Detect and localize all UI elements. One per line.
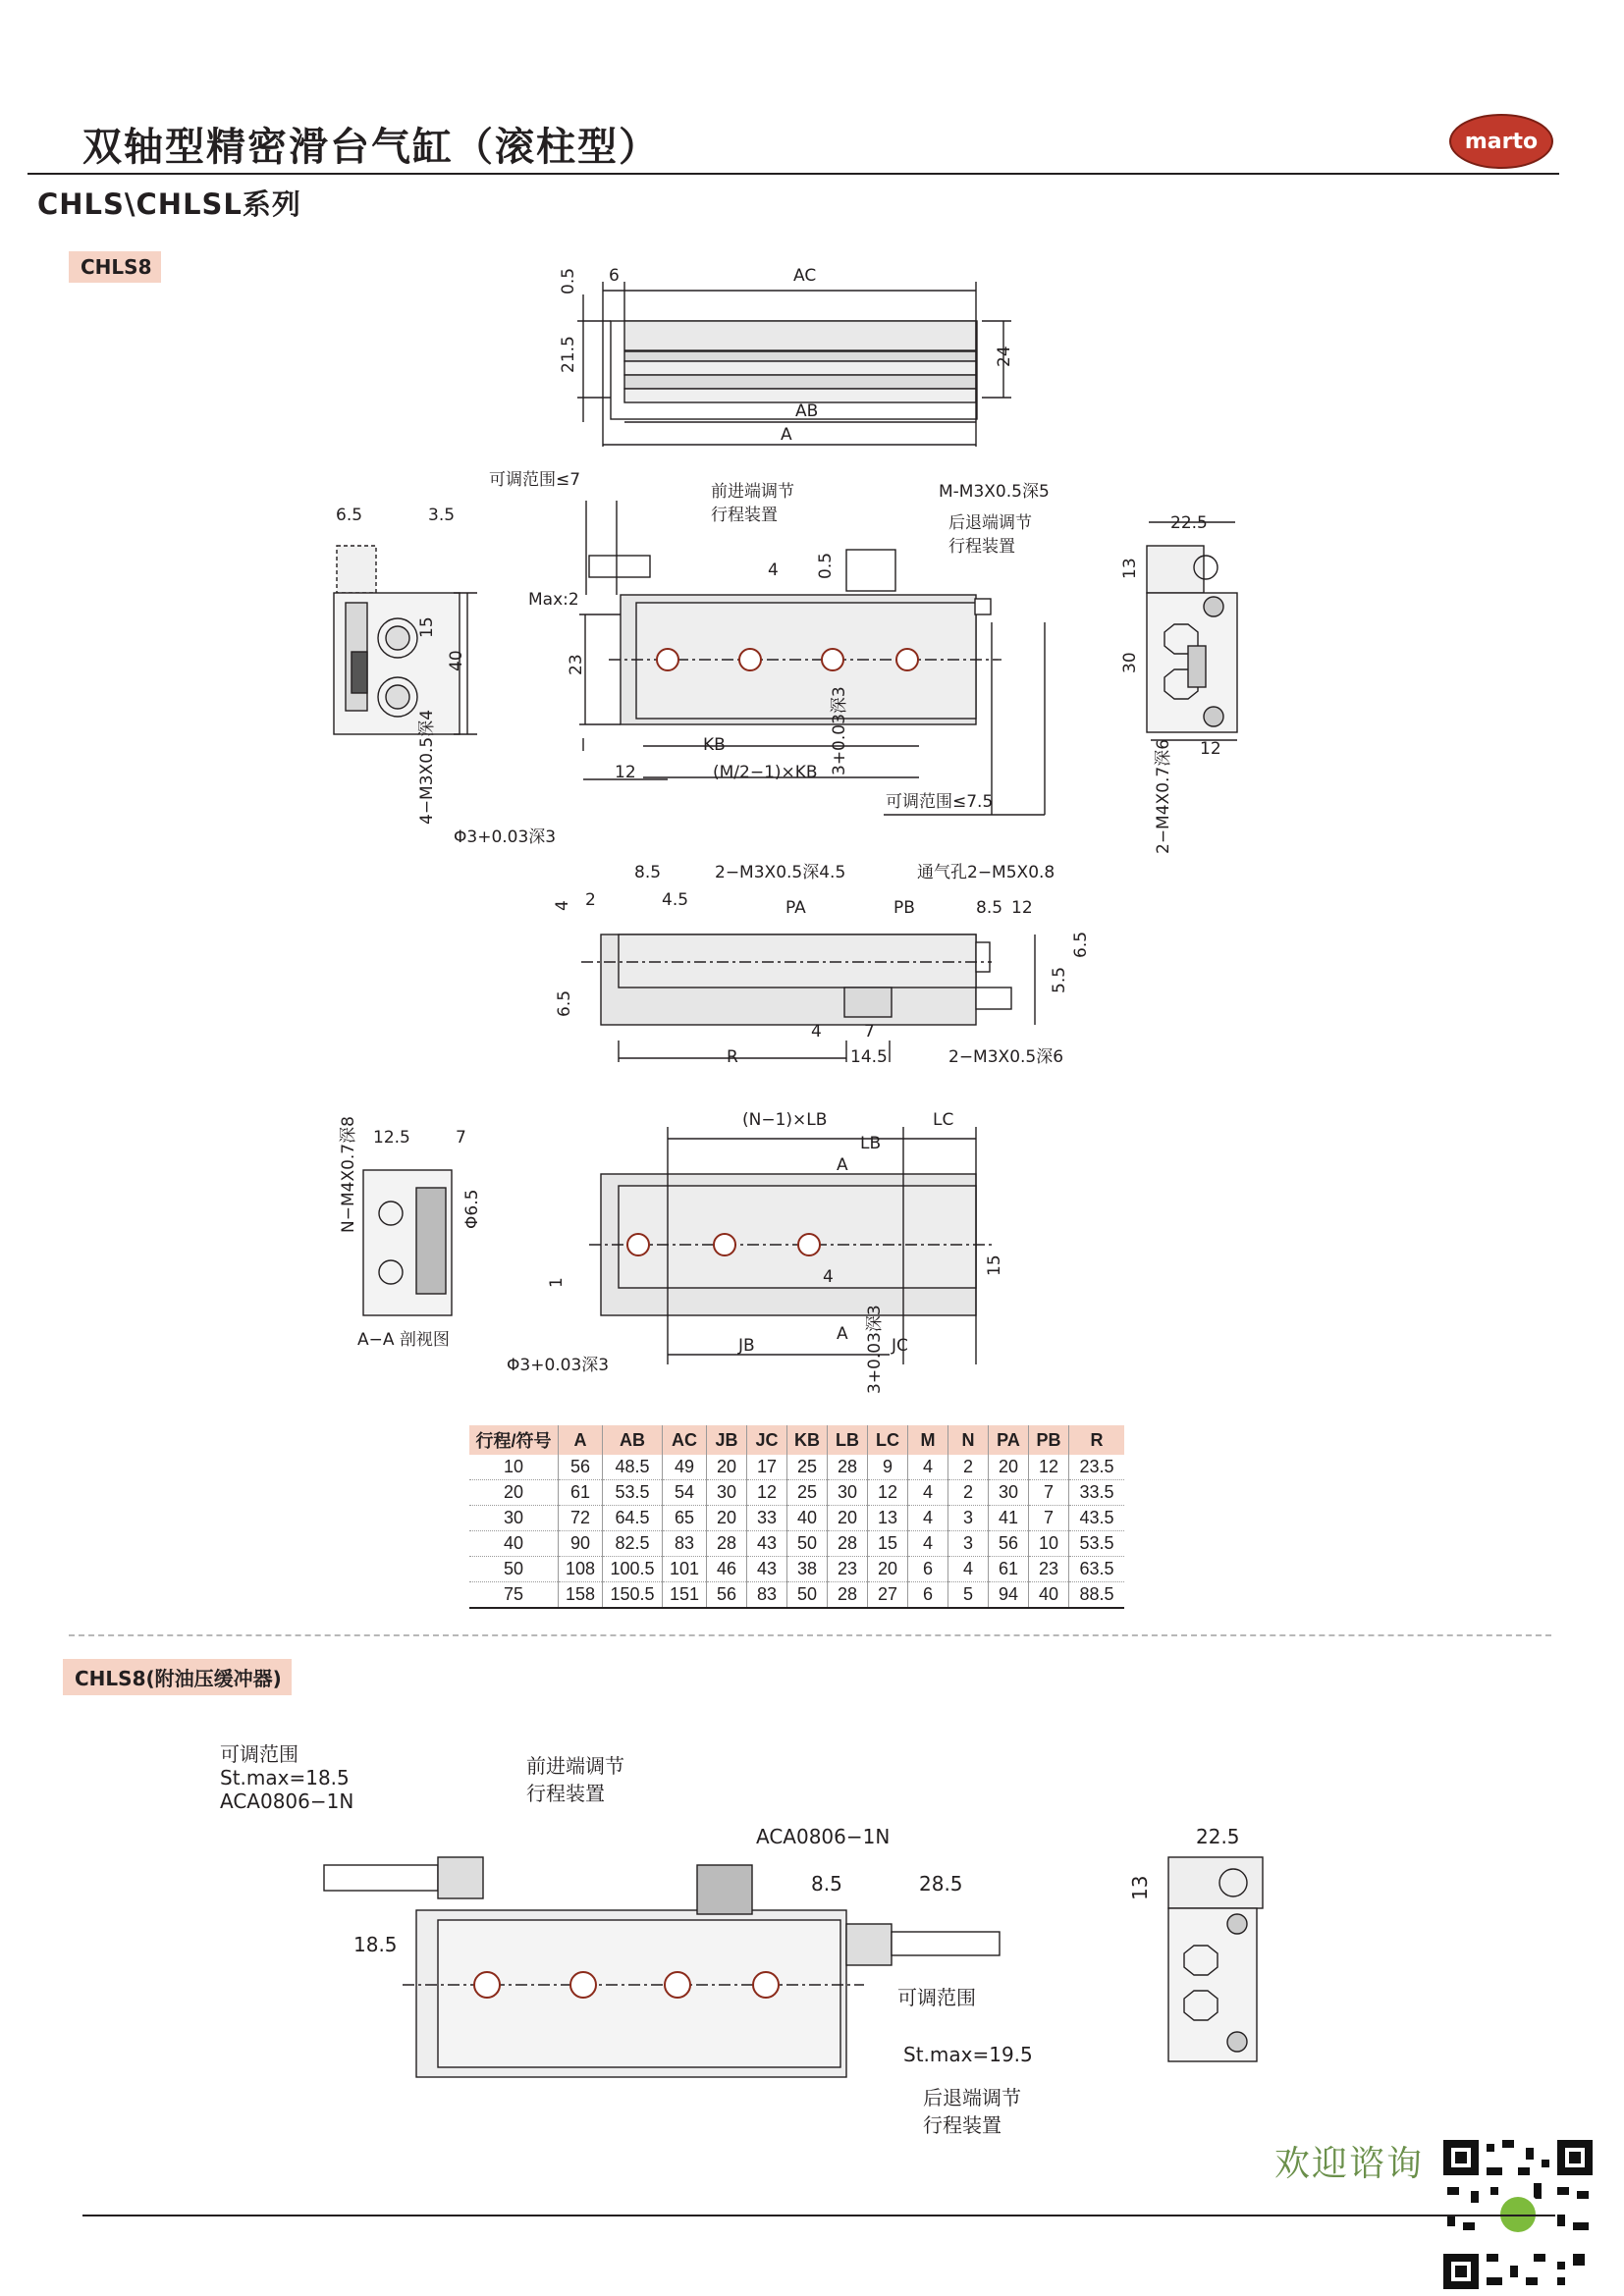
table-cell: 40: [1029, 1582, 1069, 1609]
series-subtitle: CHLS\CHLSL系列: [37, 187, 301, 221]
table-cell: 30: [469, 1506, 559, 1531]
table-cell: 25: [787, 1455, 828, 1480]
table-cell: 43: [747, 1557, 787, 1582]
table-cell: 90: [559, 1531, 603, 1557]
table-cell: 20: [989, 1455, 1029, 1480]
table-cell: 2: [948, 1455, 989, 1480]
table-cell: 6: [908, 1582, 948, 1609]
svg-text:12: 12: [1200, 739, 1221, 759]
table-cell: 53.5: [603, 1480, 663, 1506]
svg-text:3+0.03深3: 3+0.03深3: [830, 686, 849, 775]
table-cell: 108: [559, 1557, 603, 1582]
svg-text:PA: PA: [785, 898, 806, 918]
table-cell: 50: [469, 1557, 559, 1582]
svg-text:22.5: 22.5: [1170, 513, 1208, 533]
svg-text:28.5: 28.5: [919, 1872, 963, 1896]
table-header-cell: PB: [1029, 1425, 1069, 1455]
svg-text:3+0.03深3: 3+0.03深3: [865, 1305, 885, 1394]
table-header-cell: KB: [787, 1425, 828, 1455]
table-cell: 53.5: [1079, 1533, 1114, 1553]
table-cell: 7: [1029, 1480, 1069, 1506]
svg-text:LC: LC: [933, 1110, 954, 1130]
svg-text:St.max=18.5: St.max=18.5: [220, 1766, 350, 1789]
svg-text:M-M3X0.5深5: M-M3X0.5深5: [939, 482, 1050, 502]
table-row: [469, 1557, 1124, 1582]
dimension-table: [469, 1425, 1124, 1609]
svg-text:A: A: [781, 425, 792, 445]
table-header-cell: AB: [603, 1425, 663, 1455]
svg-text:Φ3+0.03深3: Φ3+0.03深3: [507, 1356, 610, 1375]
svg-text:0.5: 0.5: [816, 552, 836, 579]
svg-text:JB: JB: [738, 1336, 755, 1356]
svg-text:15: 15: [417, 616, 437, 638]
table-cell: 30: [828, 1480, 868, 1506]
svg-text:Max:2: Max:2: [528, 590, 579, 610]
table-header-row: [469, 1425, 1124, 1455]
table-cell: 40: [469, 1531, 559, 1557]
table-header-cell: LC: [868, 1425, 908, 1455]
svg-text:4: 4: [811, 1022, 822, 1041]
table-cell: 49: [663, 1455, 707, 1480]
svg-text:Φ3+0.03深3: Φ3+0.03深3: [454, 828, 557, 847]
table-cell: 40: [787, 1506, 828, 1531]
svg-text:6.5: 6.5: [555, 989, 574, 1017]
table-cell: 43: [747, 1531, 787, 1557]
welcome-text: 欢迎谘询: [1274, 2144, 1425, 2184]
table-cell: 3: [948, 1506, 989, 1531]
footer-rule: [82, 2215, 1555, 2216]
table-cell: 10: [1029, 1531, 1069, 1557]
table-header-cell: A: [559, 1425, 603, 1455]
svg-text:行程装置: 行程装置: [923, 2113, 1001, 2137]
table-row: [469, 1506, 1124, 1531]
svg-text:AC: AC: [793, 266, 817, 286]
table-cell: 94: [989, 1582, 1029, 1609]
svg-text:KB: KB: [703, 735, 726, 755]
section-tag-chls8: CHLS8: [69, 251, 161, 283]
svg-text:14.5: 14.5: [850, 1047, 888, 1067]
table-header-cell: JB: [707, 1425, 747, 1455]
table-cell: 63.5: [1079, 1559, 1114, 1578]
svg-text:4−M3X0.5深4: 4−M3X0.5深4: [417, 709, 437, 825]
table-cell: 33: [747, 1506, 787, 1531]
table-cell: 65: [663, 1506, 707, 1531]
svg-text:4: 4: [553, 900, 572, 911]
svg-text:可调范围≤7.5: 可调范围≤7.5: [886, 792, 994, 812]
svg-text:2−M3X0.5深4.5: 2−M3X0.5深4.5: [715, 863, 846, 882]
svg-text:18.5: 18.5: [353, 1933, 398, 1956]
table-header-cell: AC: [663, 1425, 707, 1455]
svg-text:可调范围: 可调范围: [897, 1986, 976, 2009]
svg-text:前进端调节: 前进端调节: [711, 482, 794, 502]
table-cell: 17: [747, 1455, 787, 1480]
table-cell: 28: [828, 1455, 868, 1480]
table-header-cell: N: [948, 1425, 989, 1455]
svg-text:23: 23: [567, 654, 586, 675]
table-header-cell: PA: [989, 1425, 1029, 1455]
svg-text:A: A: [837, 1324, 848, 1344]
svg-text:30: 30: [1120, 652, 1140, 673]
table-cell: 5: [948, 1582, 989, 1609]
table-cell: 30: [989, 1480, 1029, 1506]
svg-text:A−A 剖视图: A−A 剖视图: [357, 1330, 450, 1350]
svg-text:可调范围: 可调范围: [220, 1742, 298, 1766]
svg-text:后退端调节: 后退端调节: [923, 2086, 1021, 2109]
table-cell: 15: [868, 1531, 908, 1557]
table-cell: 38: [787, 1557, 828, 1582]
svg-text:12.5: 12.5: [373, 1128, 410, 1148]
table-cell: 25: [787, 1480, 828, 1506]
svg-text:15: 15: [985, 1255, 1004, 1276]
svg-text:ACA0806−1N: ACA0806−1N: [220, 1789, 354, 1813]
svg-text:8.5: 8.5: [976, 898, 1003, 918]
table-cell: 20: [469, 1480, 559, 1506]
svg-text:AB: AB: [795, 401, 819, 421]
table-cell: 4: [908, 1455, 948, 1480]
svg-text:通气孔2−M5X0.8: 通气孔2−M5X0.8: [917, 863, 1056, 882]
svg-text:12: 12: [1011, 898, 1033, 918]
svg-text:21.5: 21.5: [559, 336, 578, 373]
table-cell: 12: [868, 1480, 908, 1506]
table-cell: 12: [747, 1480, 787, 1506]
table-cell: 41: [989, 1506, 1029, 1531]
svg-text:St.max=19.5: St.max=19.5: [903, 2043, 1033, 2066]
svg-text:24: 24: [995, 346, 1014, 367]
table-cell: 48.5: [603, 1455, 663, 1480]
table-cell: 82.5: [603, 1531, 663, 1557]
table-header-cell: 行程/符号: [469, 1425, 559, 1455]
table-header-cell: M: [908, 1425, 948, 1455]
svg-text:行程装置: 行程装置: [948, 537, 1015, 557]
table-cell: 23: [828, 1557, 868, 1582]
svg-text:JC: JC: [892, 1336, 908, 1356]
svg-text:22.5: 22.5: [1196, 1825, 1240, 1848]
table-row: [469, 1455, 1124, 1480]
table-cell: 100.5: [603, 1557, 663, 1582]
table-cell: 23: [1029, 1557, 1069, 1582]
svg-text:PB: PB: [893, 898, 915, 918]
table-cell: 88.5: [1079, 1584, 1114, 1604]
section-divider: [69, 1634, 1551, 1636]
table-cell: 150.5: [603, 1582, 663, 1609]
svg-text:后退端调节: 后退端调节: [948, 513, 1032, 533]
table-cell: 46: [707, 1557, 747, 1582]
table-row: [469, 1531, 1124, 1557]
svg-text:A: A: [837, 1155, 848, 1175]
svg-text:ACA0806−1N: ACA0806−1N: [756, 1825, 891, 1848]
table-cell: 20: [828, 1506, 868, 1531]
svg-text:行程装置: 行程装置: [711, 506, 778, 525]
svg-text:(M/2−1)×KB: (M/2−1)×KB: [713, 763, 818, 782]
table-cell: 9: [868, 1455, 908, 1480]
table-cell: 12: [1029, 1455, 1069, 1480]
table-cell: 64.5: [603, 1506, 663, 1531]
table-cell: 56: [989, 1531, 1029, 1557]
table-cell: 20: [868, 1557, 908, 1582]
table-cell: 27: [868, 1582, 908, 1609]
svg-text:7: 7: [456, 1128, 466, 1148]
table-cell: 158: [559, 1582, 603, 1609]
table-cell: 33.5: [1079, 1482, 1114, 1502]
table-cell: 4: [908, 1506, 948, 1531]
svg-text:8.5: 8.5: [811, 1872, 842, 1896]
svg-text:R: R: [727, 1047, 738, 1067]
svg-text:Φ6.5: Φ6.5: [462, 1189, 482, 1229]
table-cell: 61: [559, 1480, 603, 1506]
svg-text:4: 4: [823, 1267, 834, 1287]
table-cell: 75: [469, 1582, 559, 1609]
table-cell: 50: [787, 1582, 828, 1609]
table-cell: 28: [828, 1531, 868, 1557]
table-cell: 61: [989, 1557, 1029, 1582]
table-cell: 28: [828, 1582, 868, 1609]
table-cell: 30: [707, 1480, 747, 1506]
table-cell: 43.5: [1079, 1508, 1114, 1527]
svg-text:6.5: 6.5: [1071, 931, 1091, 958]
table-cell: 4: [948, 1557, 989, 1582]
table-header-cell: LB: [828, 1425, 868, 1455]
table-header-cell: JC: [747, 1425, 787, 1455]
table-cell: 83: [663, 1531, 707, 1557]
svg-text:2−M4X0.7深6: 2−M4X0.7深6: [1154, 738, 1173, 854]
table-cell: 2: [948, 1480, 989, 1506]
svg-text:N−M4X0.7深8: N−M4X0.7深8: [339, 1116, 358, 1233]
page-title: 双轴型精密滑台气缸（滚柱型）: [82, 125, 660, 170]
table-cell: 3: [948, 1531, 989, 1557]
section-tag-chls8-buffer: CHLS8(附油压缓冲器): [63, 1659, 292, 1695]
svg-text:13: 13: [1120, 558, 1140, 579]
table-cell: 20: [707, 1506, 747, 1531]
table-header-cell: R: [1069, 1425, 1125, 1455]
svg-text:7: 7: [864, 1022, 875, 1041]
svg-text:2−M3X0.5深6: 2−M3X0.5深6: [948, 1047, 1064, 1067]
table-row: [469, 1582, 1124, 1609]
svg-text:3.5: 3.5: [428, 506, 456, 525]
table-cell: 23.5: [1079, 1457, 1114, 1476]
svg-text:40: 40: [447, 650, 466, 671]
svg-text:可调范围≤7: 可调范围≤7: [489, 470, 581, 490]
svg-text:4: 4: [768, 561, 779, 580]
svg-text:0.5: 0.5: [559, 267, 578, 294]
table-cell: 20: [707, 1455, 747, 1480]
table-cell: 50: [787, 1531, 828, 1557]
svg-text:8.5: 8.5: [634, 863, 662, 882]
table-cell: 10: [469, 1455, 559, 1480]
table-cell: 6: [908, 1557, 948, 1582]
svg-text:6.5: 6.5: [336, 506, 363, 525]
table-cell: 28: [707, 1531, 747, 1557]
table-cell: 4: [908, 1480, 948, 1506]
table-cell: 56: [559, 1455, 603, 1480]
table-cell: 56: [707, 1582, 747, 1609]
svg-text:13: 13: [1128, 1875, 1152, 1900]
table-cell: 7: [1029, 1506, 1069, 1531]
table-cell: 151: [663, 1582, 707, 1609]
table-cell: 101: [663, 1557, 707, 1582]
svg-text:(N−1)×LB: (N−1)×LB: [742, 1110, 828, 1130]
svg-text:LB: LB: [860, 1134, 882, 1153]
table-cell: 4: [908, 1531, 948, 1557]
table-cell: 83: [747, 1582, 787, 1609]
svg-text:5.5: 5.5: [1050, 966, 1069, 993]
svg-text:2: 2: [585, 890, 596, 910]
logo-text: marto: [1464, 130, 1539, 154]
svg-text:6: 6: [609, 266, 620, 286]
table-cell: 72: [559, 1506, 603, 1531]
table-row: [469, 1480, 1124, 1506]
svg-text:12: 12: [615, 763, 636, 782]
svg-text:行程装置: 行程装置: [526, 1782, 605, 1805]
svg-text:1: 1: [547, 1277, 567, 1288]
table-cell: 13: [868, 1506, 908, 1531]
svg-text:4.5: 4.5: [662, 890, 689, 910]
svg-text:前进端调节: 前进端调节: [526, 1754, 624, 1778]
table-cell: 54: [663, 1480, 707, 1506]
